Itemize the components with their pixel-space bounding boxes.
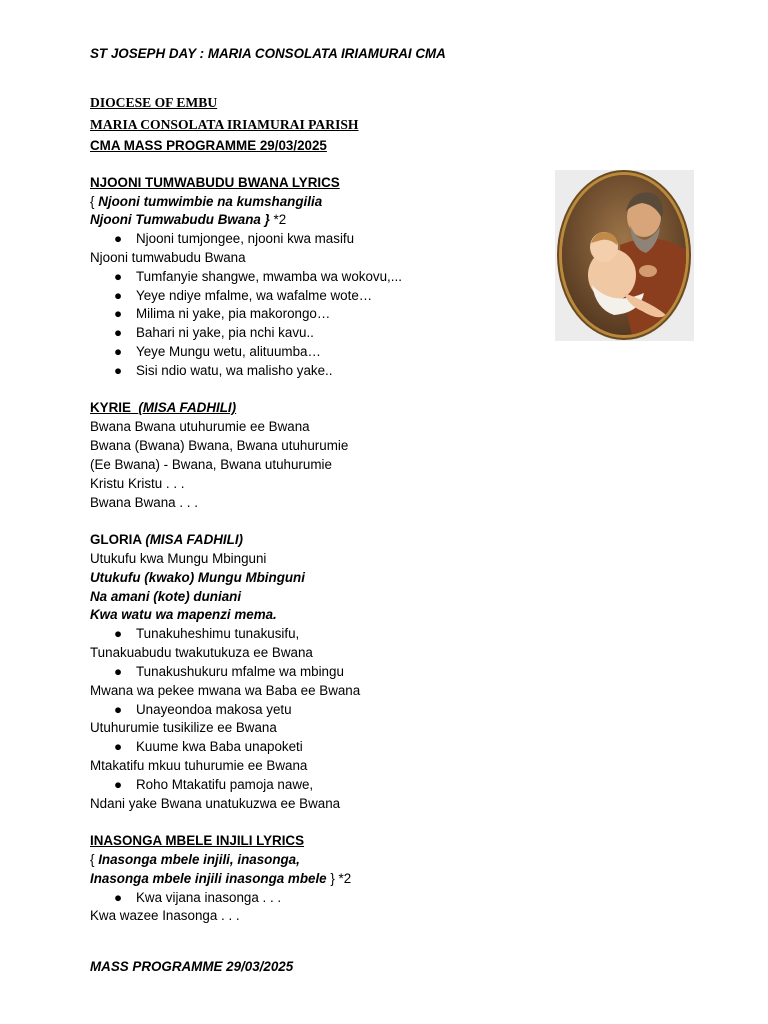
gloria-refrain-line: Kwa watu wa mapenzi mema. [90,607,277,622]
inasonga-chorus-line-1: { Inasonga mbele injili, inasonga, [90,852,300,867]
programme-heading: CMA MASS PROGRAMME 29/03/2025 [90,138,327,153]
njooni-title: NJOONI TUMWABUDU BWANA LYRICS [90,175,340,190]
gloria-line: Utuhurumie tusikilize ee Bwana [90,720,277,735]
kyrie-line: Kristu Kristu . . . [90,476,185,491]
list-item: ● Yeye Mungu wetu, alituumba… [114,344,321,359]
list-item: ● Bahari ni yake, pia nchi kavu.. [114,325,314,340]
footer-programme: MASS PROGRAMME 29/03/2025 [90,959,294,974]
list-item: ● Kuume kwa Baba unapoketi [114,739,303,754]
gloria-line: Mtakatifu mkuu tuhurumie ee Bwana [90,758,308,773]
list-item: ● Milima ni yake, pia makorongo… [114,306,331,321]
gloria-refrain-line: Utukufu (kwako) Mungu Mbinguni [90,570,305,585]
list-item: ● Unayeondoa makosa yetu [114,702,292,717]
document-top-title: ST JOSEPH DAY : MARIA CONSOLATA IRIAMURAI CMA [90,46,446,61]
njooni-line: Njooni tumwabudu Bwana [90,250,246,265]
inasonga-title: INASONGA MBELE INJILI LYRICS [90,833,305,848]
njooni-chorus-line-1: { Njooni tumwimbie na kumshangilia [90,194,323,209]
list-item: ● Sisi ndio watu, wa malisho yake.. [114,363,333,378]
gloria-line: Utukufu kwa Mungu Mbinguni [90,551,267,566]
st-joseph-with-child-portrait [555,170,694,341]
list-item: ● Tunakushukuru mfalme wa mbingu [114,664,344,679]
list-item: ● Tunakuheshimu tunakusifu, [114,626,300,641]
list-item: ● Tumfanyie shangwe, mwamba wa wokovu,... [114,269,402,284]
gloria-refrain-line: Na amani (kote) duniani [90,589,242,604]
list-item: ● Roho Mtakatifu pamoja nawe, [114,777,314,792]
kyrie-line: Bwana Bwana utuhurumie ee Bwana [90,419,310,434]
kyrie-line: Bwana (Bwana) Bwana, Bwana utuhurumie [90,438,349,453]
portrait-frame [562,175,686,335]
kyrie-line: (Ee Bwana) - Bwana, Bwana utuhurumie [90,457,332,472]
list-item: ● Njooni tumjongee, njooni kwa masifu [114,231,355,246]
njooni-chorus-line-2: Njooni Tumwabudu Bwana } *2 [90,212,287,227]
kyrie-title: KYRIE (MISA FADHILI) [90,400,237,415]
list-item: ● Yeye ndiye mfalme, wa wafalme wote… [114,288,373,303]
gloria-line: Mwana wa pekee mwana wa Baba ee Bwana [90,683,361,698]
parish-heading: MARIA CONSOLATA IRIAMURAI PARISH [90,117,359,132]
gloria-title: GLORIA (MISA FADHILI) [90,532,244,547]
portrait-illustration [562,175,686,335]
diocese-heading: DIOCESE OF EMBU [90,95,218,110]
inasonga-line: Kwa wazee Inasonga . . . [90,908,240,923]
gloria-line: Ndani yake Bwana unatukuzwa ee Bwana [90,796,341,811]
inasonga-chorus-line-2: Inasonga mbele injili inasonga mbele } *2 [90,871,352,886]
list-item: ● Kwa vijana inasonga . . . [114,890,282,905]
gloria-line: Tunakuabudu twakutukuza ee Bwana [90,645,313,660]
kyrie-line: Bwana Bwana . . . [90,495,198,510]
